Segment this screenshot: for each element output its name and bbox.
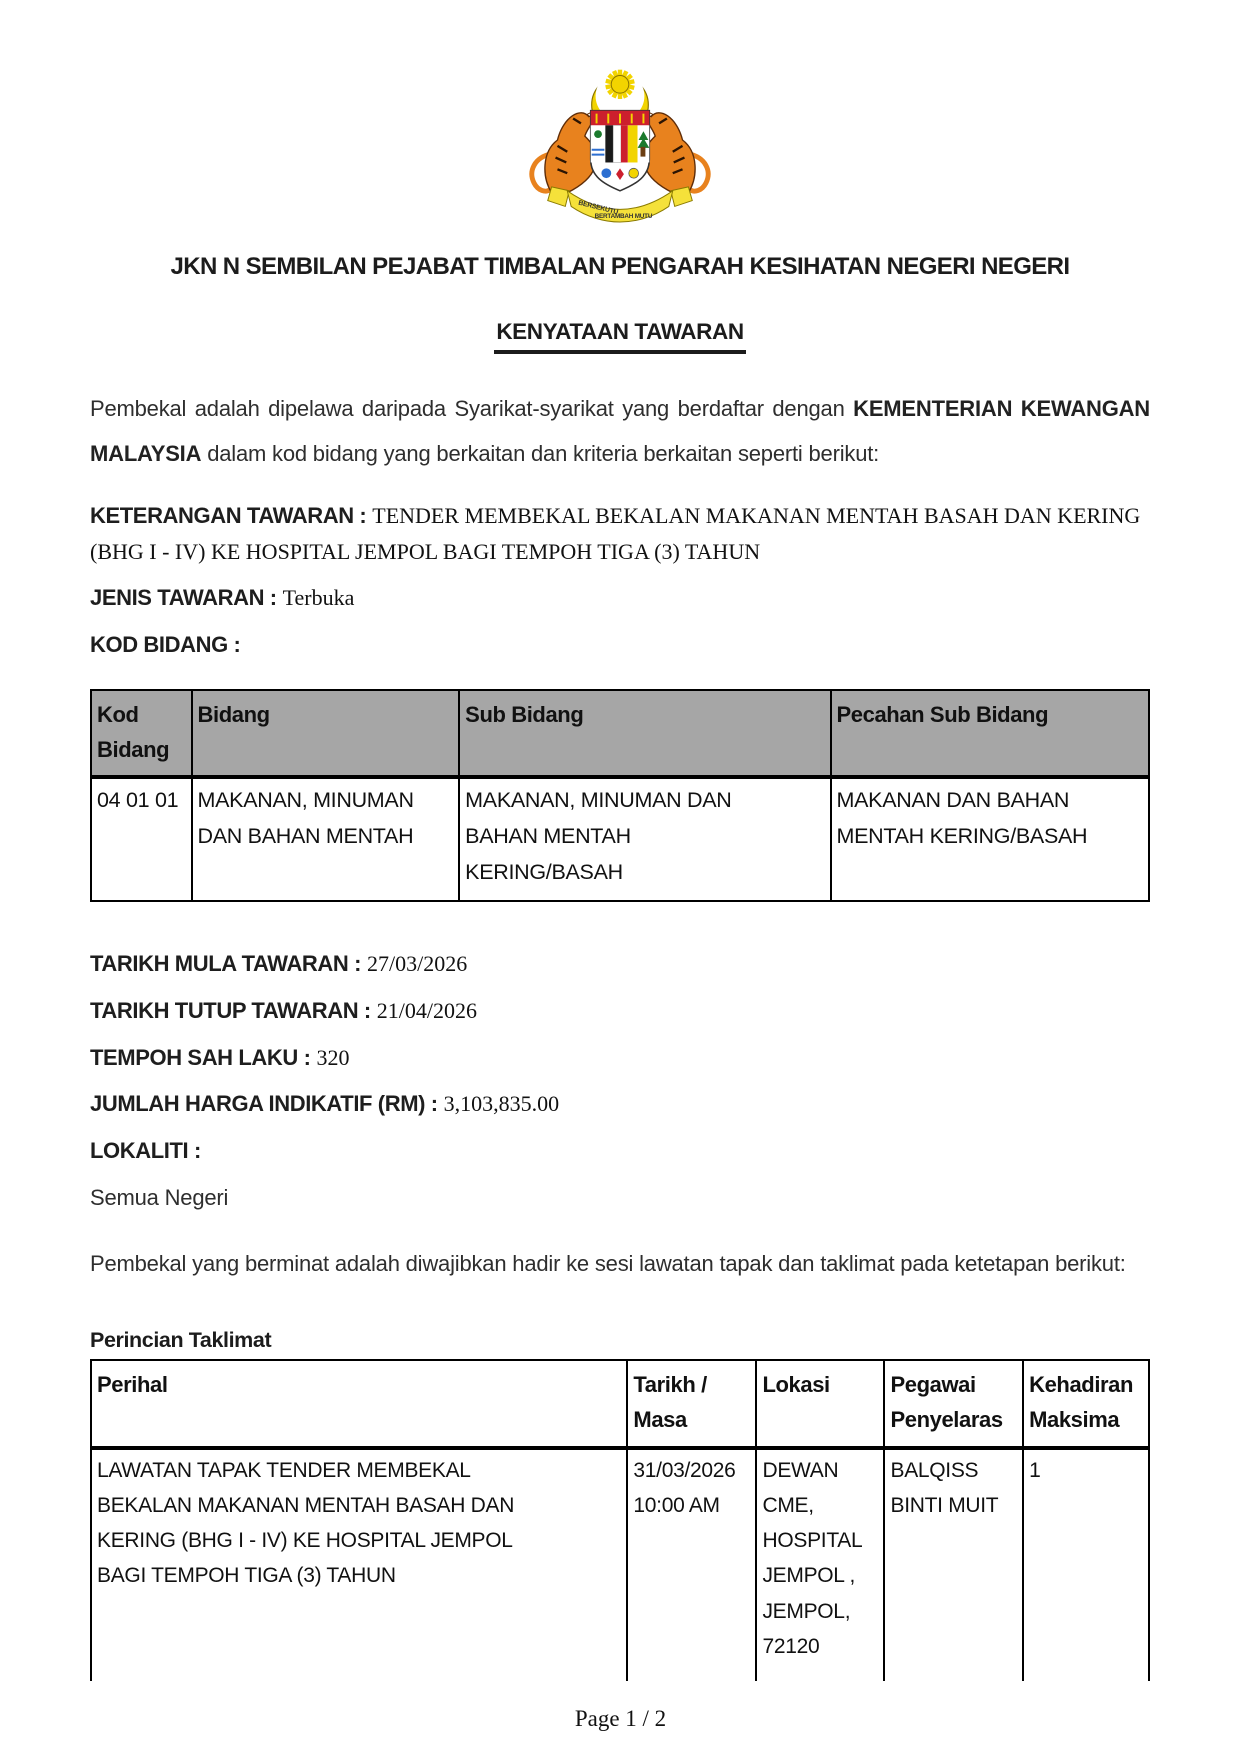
field-jumlah	[90, 1086, 1150, 1122]
keterangan-value: TENDER MEMBEKAL BEKALAN MAKANAN MENTAH BASAH DAN KERING (BHG I - IV) KE HOSPITAL JEMPOL BAGI TEMPOH TIGA (3) TAHUN	[90, 503, 1141, 564]
shield-icon	[591, 111, 650, 191]
motto-bottom-text: BERTAMBAH MUTU	[594, 213, 653, 221]
tiger-right-icon	[643, 111, 708, 193]
field-lokaliti	[90, 1133, 1150, 1169]
taklimat-header-cell: Perihal	[91, 1360, 627, 1447]
field-kod-bidang	[90, 627, 1150, 663]
tiger-left-icon	[532, 111, 597, 193]
lokaliti-label: LOKALITI :	[90, 1137, 201, 1163]
taklimat-cell-perihal: LAWATAN TAPAK TENDER MEMBEKAL BEKALAN MAKANAN MENTAH BASAH DAN KERING (BHG I - IV) KE HOSPITAL JEMPOL BAGI TEMPOH TIGA (3) TAHUN	[91, 1448, 627, 1681]
kod-bidang-header-cell: Sub Bidang	[459, 690, 830, 777]
taklimat-header-cell: Lokasi	[756, 1360, 884, 1447]
crest-container	[90, 56, 1150, 229]
field-tarikh-mula	[90, 946, 1150, 982]
tempoh-label: TEMPOH SAH LAKU :	[90, 1044, 311, 1070]
jenis-label: JENIS TAWARAN :	[90, 585, 277, 611]
intro-text-post: dalam kod bidang yang berkaitan dan kriteria berkaitan seperti berikut:	[201, 441, 880, 467]
kod-bidang-cell-sub-bidang: MAKANAN, MINUMAN DAN BAHAN MENTAH KERING/BASAH	[459, 777, 830, 901]
kod-bidang-label: KOD BIDANG :	[90, 632, 241, 658]
taklimat-heading: Perincian Taklimat	[90, 1328, 272, 1353]
jumlah-label: JUMLAH HARGA INDIKATIF (RM) :	[90, 1091, 438, 1117]
field-tempoh	[90, 1040, 1150, 1076]
field-tarikh-tutup	[90, 993, 1150, 1029]
kod-bidang-cell-pecahan: MAKANAN DAN BAHAN MENTAH KERING/BASAH	[831, 777, 1149, 901]
kod-bidang-data-row	[91, 777, 1149, 901]
kod-bidang-header-cell: Kod Bidang	[91, 690, 192, 777]
taklimat-cell-tarikh-masa: 31/03/2026 10:00 AM	[627, 1448, 756, 1681]
kod-bidang-header-cell: Pecahan Sub Bidang	[831, 690, 1149, 777]
malaysia-coat-of-arms-icon	[522, 56, 718, 224]
taklimat-cell-kehadiran: 1	[1023, 1448, 1149, 1681]
kod-bidang-header-row	[91, 690, 1149, 777]
intro-text-bold: KEMENTERIAN KEWANGAN MALAYSIA	[90, 396, 1150, 467]
keterangan-label: KETERANGAN TAWARAN :	[90, 503, 367, 529]
notice-paragraph: Pembekal yang berminat adalah diwajibkan hadir ke sesi lawatan tapak dan taklimat pada ketetapan berikut:	[90, 1251, 1126, 1277]
motto-ribbon	[548, 187, 693, 222]
intro-paragraph	[90, 386, 1150, 476]
intro-text-pre: Pembekal adalah dipelawa daripada Syarikat-syarikat yang berdaftar dengan	[90, 396, 854, 421]
field-keterangan	[90, 498, 1150, 569]
kod-bidang-cell-bidang: MAKANAN, MINUMAN DAN BAHAN MENTAH	[192, 777, 460, 901]
jenis-value: Terbuka	[282, 585, 355, 611]
tarikh-tutup-label: TARIKH TUTUP TAWARAN :	[90, 998, 371, 1024]
taklimat-header-cell: Kehadiran Maksima	[1023, 1360, 1149, 1447]
taklimat-header-cell: Tarikh / Masa	[627, 1360, 756, 1447]
kod-bidang-table	[90, 689, 1150, 903]
document-title: KENYATAAN TAWARAN	[494, 319, 745, 354]
taklimat-header-row	[91, 1360, 1149, 1447]
taklimat-table	[90, 1359, 1150, 1680]
field-jenis	[90, 580, 1150, 616]
motto-left-text: BERSEKUTU	[577, 199, 619, 217]
taklimat-header-cell: Pegawai Penyelaras	[884, 1360, 1023, 1447]
tarikh-tutup-value: 21/04/2026	[376, 998, 477, 1024]
tempoh-value: 320	[316, 1044, 350, 1070]
taklimat-data-row	[91, 1448, 1149, 1681]
taklimat-cell-lokasi: DEWAN CME, HOSPITAL JEMPOL , JEMPOL, 72120	[756, 1448, 884, 1681]
tender-date-fields	[90, 946, 1150, 1215]
jumlah-value: 3,103,835.00	[443, 1091, 560, 1117]
kod-bidang-cell-kod: 04 01 01	[91, 777, 192, 901]
page-footer: Page 1 / 2	[574, 1706, 667, 1731]
kod-bidang-header-cell: Bidang	[192, 690, 460, 777]
org-title: JKN N SEMBILAN PEJABAT TIMBALAN PENGARAH KESIHATAN NEGERI NEGERI	[170, 253, 1070, 280]
tarikh-mula-label: TARIKH MULA TAWARAN :	[90, 951, 362, 977]
lokaliti-value: Semua Negeri	[90, 1184, 229, 1210]
tender-summary-fields	[90, 498, 1150, 663]
taklimat-cell-pegawai: BALQISS BINTI MUIT	[884, 1448, 1023, 1681]
tarikh-mula-value: 27/03/2026	[366, 951, 468, 977]
